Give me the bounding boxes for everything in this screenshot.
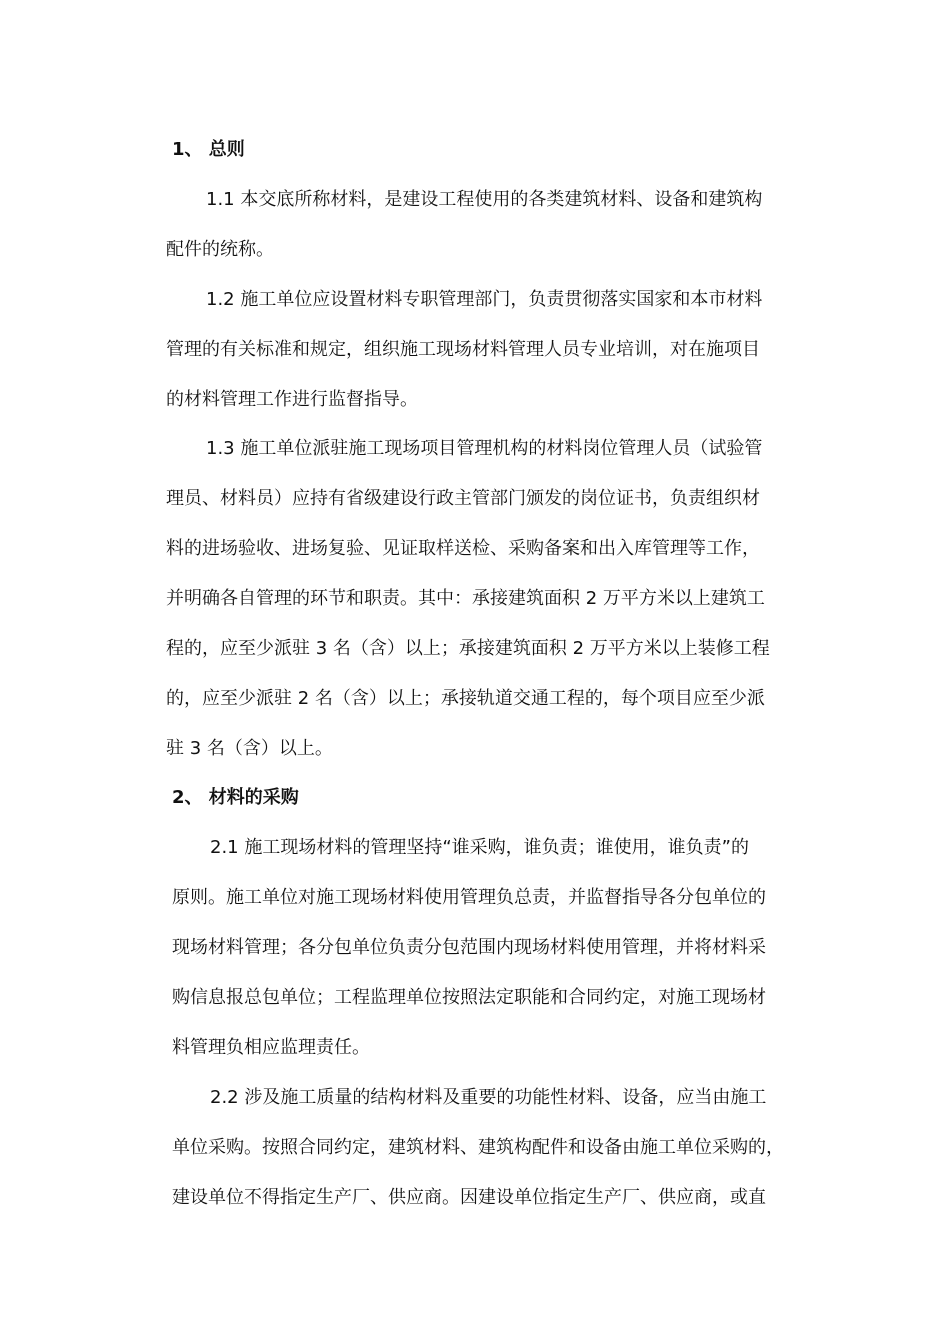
paragraph-2-2-line-1: 2.2 涉及施工质量的结构材料及重要的功能性材料、设备，应当由施工 xyxy=(210,1087,767,1108)
paragraph-2-1-line-5: 料管理负相应监理责任。 xyxy=(172,1037,370,1058)
section-1-heading: 1、 总则 xyxy=(172,139,245,160)
paragraph-2-1-line-2: 原则。施工单位对施工现场材料使用管理负总责，并监督指导各分包单位的 xyxy=(172,887,766,908)
paragraph-1-2-line-3: 的材料管理工作进行监督指导。 xyxy=(166,389,418,410)
paragraph-2-1-line-3: 现场材料管理；各分包单位负责分包范围内现场材料使用管理，并将材料采 xyxy=(172,937,766,958)
paragraph-1-1-line-2: 配件的统称。 xyxy=(166,239,274,260)
section-2-heading: 2、 材料的采购 xyxy=(172,787,299,808)
paragraph-2-1-line-4: 购信息报总包单位；工程监理单位按照法定职能和合同约定，对施工现场材 xyxy=(172,987,766,1008)
paragraph-1-3-line-2: 理员、材料员）应持有省级建设行政主管部门颁发的岗位证书，负责组织材 xyxy=(166,488,760,509)
paragraph-2-2-line-3: 建设单位不得指定生产厂、供应商。因建设单位指定生产厂、供应商，或直 xyxy=(172,1187,766,1208)
paragraph-1-1-line-1: 1.1 本交底所称材料，是建设工程使用的各类建筑材料、设备和建筑构 xyxy=(206,189,763,210)
paragraph-1-3-line-4: 并明确各自管理的环节和职责。其中：承接建筑面积 2 万平方米以上建筑工 xyxy=(166,588,765,609)
paragraph-1-3-line-1: 1.3 施工单位派驻施工现场项目管理机构的材料岗位管理人员（试验管 xyxy=(206,438,763,459)
paragraph-1-2-line-2: 管理的有关标准和规定，组织施工现场材料管理人员专业培训，对在施项目 xyxy=(166,339,760,360)
paragraph-1-3-line-6: 的，应至少派驻 2 名（含）以上；承接轨道交通工程的，每个项目应至少派 xyxy=(166,688,765,709)
paragraph-1-3-line-7: 驻 3 名（含）以上。 xyxy=(166,738,333,759)
paragraph-2-1-line-1: 2.1 施工现场材料的管理坚持“谁采购，谁负责；谁使用，谁负责”的 xyxy=(210,837,749,858)
paragraph-1-2-line-1: 1.2 施工单位应设置材料专职管理部门，负责贯彻落实国家和本市材料 xyxy=(206,289,763,310)
paragraph-1-3-line-3: 料的进场验收、进场复验、见证取样送检、采购备案和出入库管理等工作， xyxy=(166,538,760,559)
paragraph-2-2-line-2: 单位采购。按照合同约定，建筑材料、建筑构配件和设备由施工单位采购的， xyxy=(172,1137,784,1158)
paragraph-1-3-line-5: 程的，应至少派驻 3 名（含）以上；承接建筑面积 2 万平方米以上装修工程 xyxy=(166,638,770,659)
